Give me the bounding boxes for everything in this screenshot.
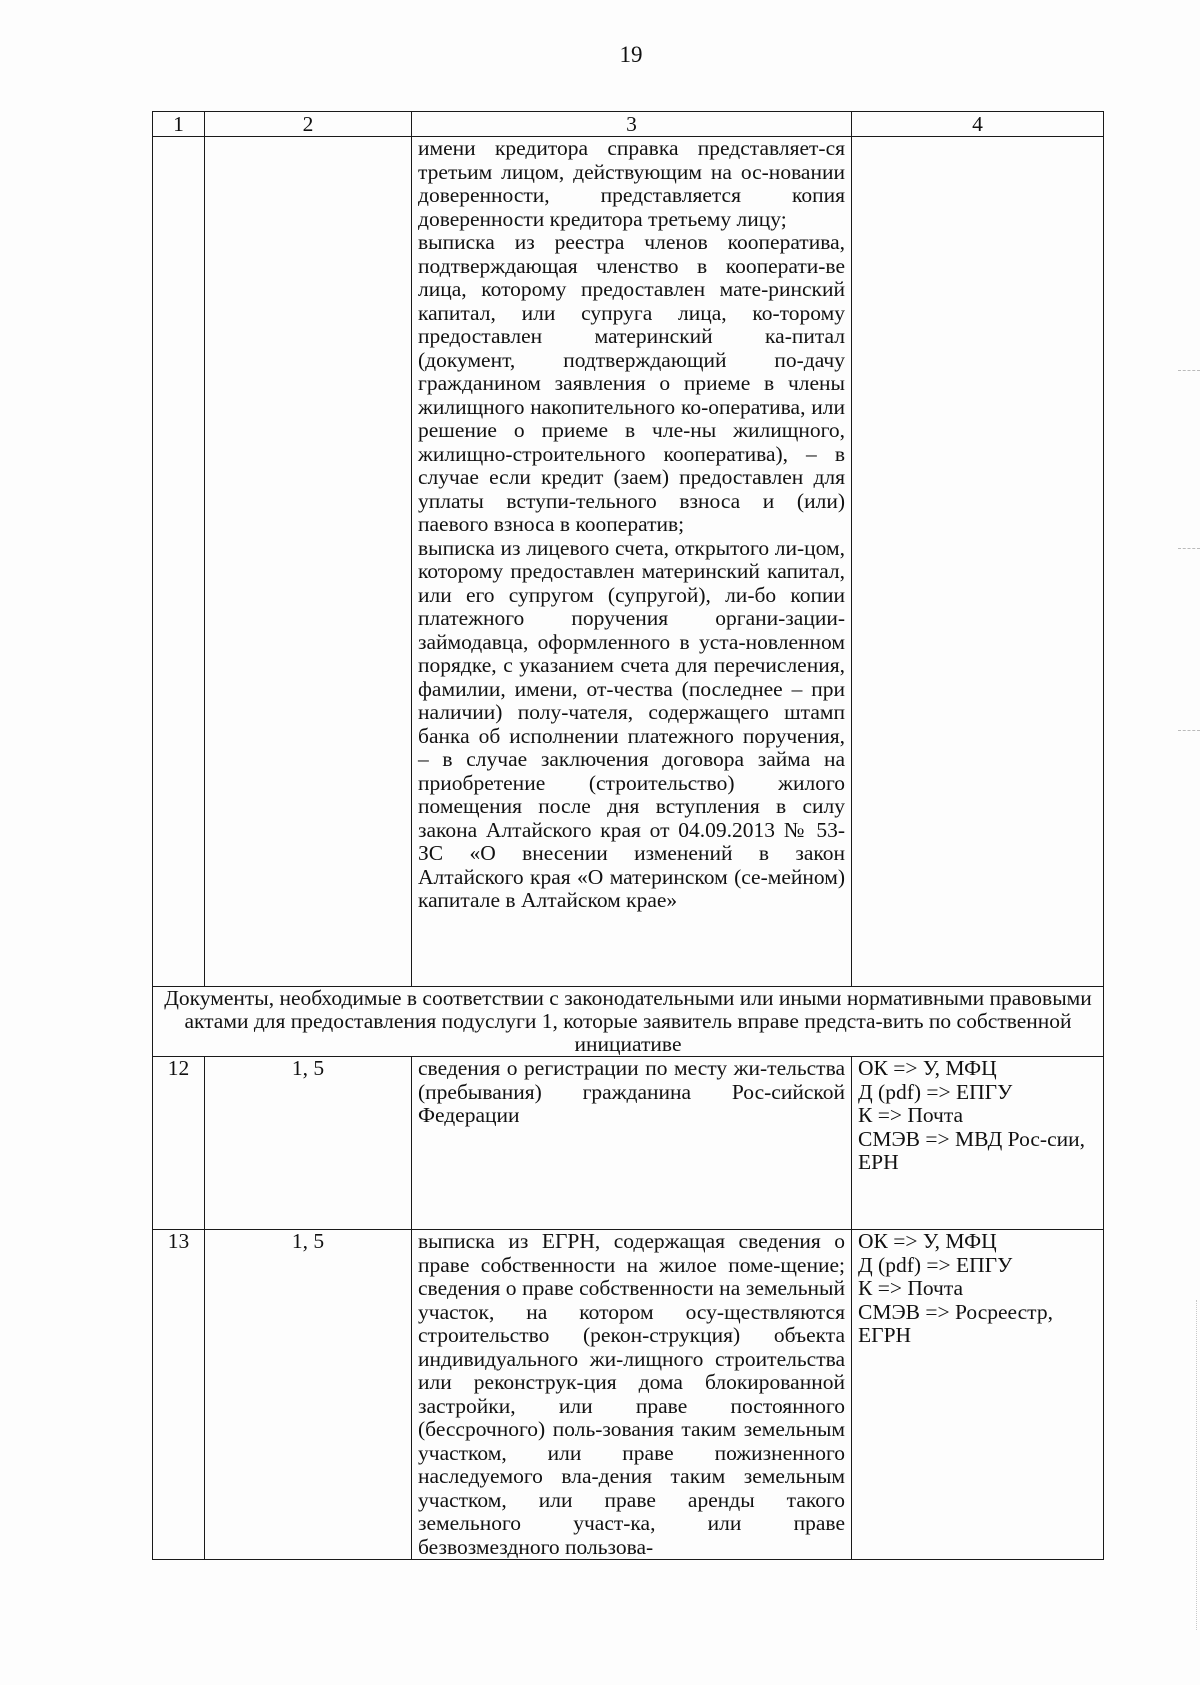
submission-method-line: К => Почта bbox=[858, 1276, 964, 1300]
scan-artifact bbox=[1178, 370, 1200, 371]
row-number-cell bbox=[153, 137, 205, 987]
document-paragraph: выписка из лицевого счета, открытого ли-цом, которому предоставлен материнский капитал, или его супругом (супругой), ли-бо копии платежного поручения органи-зации-займодавца, оформленного в уста-новленном порядке, с указанием счета для перечисления, фамилии, имени, от-чества (последнее – при наличии) полу-чателя, содержащего штамп банка об исполнении платежного поручения, – в случае заключения договора займа на приобретение (строительство) жилого помещения после дня вступления в силу закона Алтайского края от 04.09.2013 № 53-ЗС «О внесении изменений в закон Алтайского края «О материнском (се-мейном) капитале в Алтайском крае» bbox=[418, 535, 845, 912]
submission-method-line: ОК => У, МФЦ bbox=[858, 1229, 997, 1253]
submission-method-line: СМЭВ => Росреестр, ЕГРН bbox=[858, 1299, 1053, 1347]
table-row bbox=[153, 1057, 1104, 1230]
row-number-cell: 13 bbox=[153, 1230, 205, 1560]
document-description-cell bbox=[412, 137, 852, 987]
submission-method-cell bbox=[852, 1230, 1104, 1560]
row-number-cell: 12 bbox=[153, 1057, 205, 1230]
section-heading: Документы, необходимые в соответствии с законодательными или иными нормативными правовыми актами для предоставления подуслуги 1, которые заявитель вправе предста-вить по собственной инициативе bbox=[153, 987, 1104, 1057]
header-cell: 3 bbox=[412, 112, 852, 137]
document-paragraph: выписка из реестра членов кооператива, подтверждающая членство в кооперати-ве лица, которому предоставлен мате-ринский капитал, или супруга лица, ко-торому предоставлен материнский ка-питал (документ, подтверждающий по-дачу гражданином заявления о приеме в члены жилищного накопительного ко-оператива, или решение о приеме в чле-ны жилищного, жилищно-строительного кооператива), – в случае если кредит (заем) предоставлен для уплаты вступи-тельного взноса и (или) паевого взноса в кооператив; bbox=[418, 230, 845, 536]
page-number: 19 bbox=[619, 42, 643, 67]
submission-method-line: Д (pdf) => ЕПГУ bbox=[858, 1079, 1013, 1104]
scan-artifact bbox=[1178, 730, 1200, 731]
header-cell: 2 bbox=[205, 112, 412, 137]
applicant-category-cell: 1, 5 bbox=[205, 1230, 412, 1560]
table-header-row bbox=[153, 112, 1104, 137]
document-paragraph: имени кредитора справка представляет-ся третьим лицом, действующим на ос-новании доверенности, представляется копия доверенности кредитора третьему лицу; bbox=[418, 136, 845, 231]
submission-method-line: ОК => У, МФЦ bbox=[858, 1056, 997, 1080]
submission-method-line: СМЭВ => МВД Рос-сии, ЕРН bbox=[858, 1126, 1086, 1174]
section-heading-row bbox=[153, 987, 1104, 1057]
services-table bbox=[152, 111, 1104, 1560]
document-description-cell: выписка из ЕГРН, содержащая сведения о праве собственности на жилое поме-щение; сведения о праве собственности на земельный участок, на котором осу-ществляются строительство (рекон-струкция) объекта индивидуального жи-лищного строительства или реконструк-ция дома блокированной застройки, или праве постоянного (бессрочного) поль-зования таким земельным участком, или праве пожизненного наследуемого вла-дения таким земельным участком, или праве аренды такого земельного участ-ка, или праве безвозмездного пользова- bbox=[412, 1230, 852, 1560]
scan-artifact bbox=[1178, 548, 1200, 549]
submission-method-cell bbox=[852, 137, 1104, 987]
submission-method-line: К => Почта bbox=[858, 1103, 964, 1127]
scan-artifact bbox=[1192, 1300, 1197, 1630]
table-row bbox=[153, 1230, 1104, 1560]
table-row bbox=[153, 137, 1104, 987]
document-description-cell: сведения о регистрации по месту жи-тельства (пребывания) гражданина Рос-сийской Федерации bbox=[412, 1057, 852, 1230]
header-cell: 4 bbox=[852, 112, 1104, 137]
applicant-category-cell bbox=[205, 137, 412, 987]
header-cell: 1 bbox=[153, 112, 205, 137]
applicant-category-cell: 1, 5 bbox=[205, 1057, 412, 1230]
submission-method-cell bbox=[852, 1057, 1104, 1230]
submission-method-line: Д (pdf) => ЕПГУ bbox=[858, 1252, 1013, 1277]
